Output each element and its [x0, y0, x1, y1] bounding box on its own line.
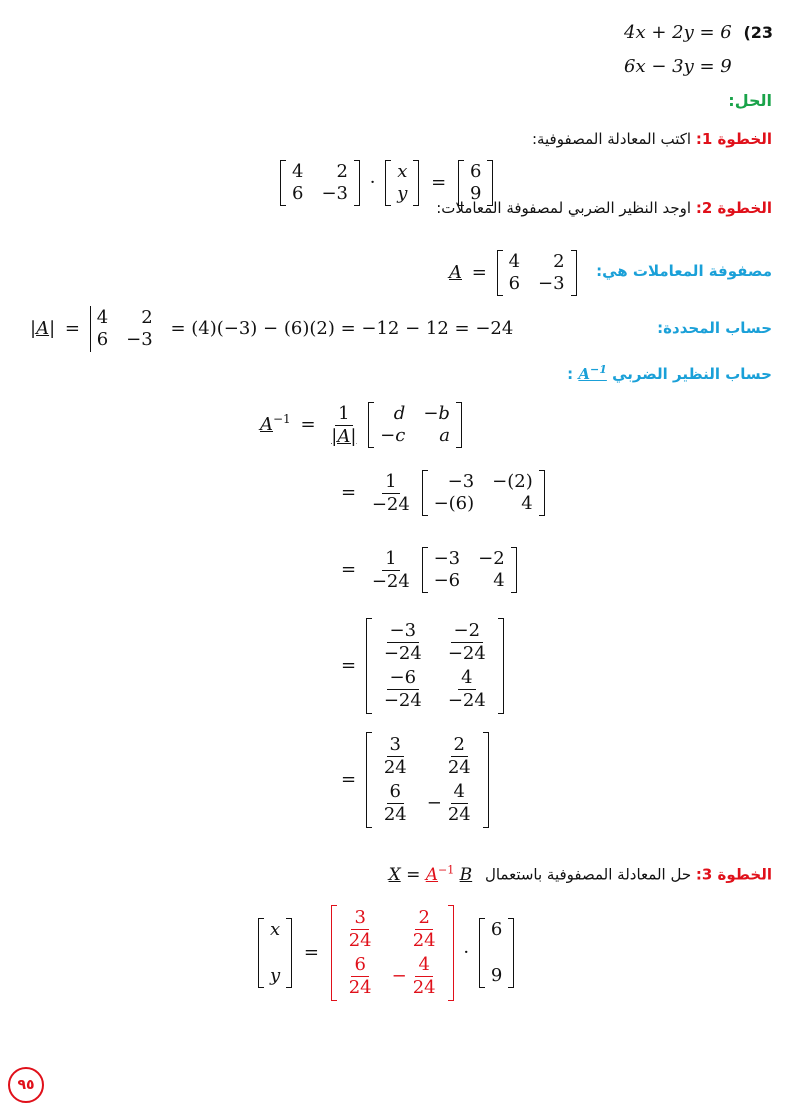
final-variable-vector: x y [258, 918, 292, 988]
solution-label: الحل: [728, 91, 772, 110]
inverse-step-4: = $\frac{-3}{-24}$ $\frac{-2}{-24}$ $\frac{-6}{-24}$ $\frac{4}{-24}$ [341, 618, 504, 714]
inverse-label: حساب النظير الضربي $A^{-1}$ : [567, 363, 772, 383]
step3-text: حل المعادلة المصفوفية باستعمال [484, 865, 692, 884]
step2-line [436, 199, 772, 217]
step3-label: الخطوة 3: [695, 865, 772, 884]
equation-1: 4x + 2y = 6 (23 [624, 22, 774, 43]
coef-matrix-display: 4 2 6 −3 [497, 250, 577, 296]
step2-label: الخطوة 2: [695, 199, 772, 217]
step1-line [532, 130, 772, 148]
problem-number: (23 [743, 23, 774, 42]
step1-text: اكتب المعادلة المصفوفية: [531, 130, 692, 148]
determinant-matrix: 4 2 6 −3 [90, 306, 159, 352]
inverse-step-5: = $\frac{3}{24}$ $\frac{2}{24}$ $\frac{6}{24}$ − $\frac{4}{24}$ [341, 732, 489, 828]
determinant-expr: = (4)(−3) − (6)(2) = −12 − 12 = −24 [170, 318, 514, 339]
equation-2: 6x − 3y = 9 [624, 56, 732, 77]
step1-label: الخطوة 1: [695, 130, 772, 148]
constant-vector: 6 9 [458, 160, 493, 206]
determinant-label: حساب المحددة: [657, 319, 772, 337]
step2-text: اوجد النظير الضربي لمصفوفة المعاملات: [436, 199, 692, 217]
inverse-formula: $A^{-1}$ = $\frac{1}{|A|}$ d −b −c a [260, 402, 462, 448]
matrix-equation: 4 2 6 −3 · x y = 6 9 [280, 160, 493, 206]
final-inverse-matrix: $\frac{3}{24}$ $\frac{2}{24}$ $\frac{6}{24}$ − $\frac{4}{24}$ [331, 905, 454, 1001]
coef-matrix-line: A = 4 2 6 −3 [449, 250, 577, 296]
determinant-line: |A| = 4 2 6 −3 = (4)(−3) − (6)(2) = −12 − 12 = −24 [30, 307, 514, 350]
inverse-step-2: = $\frac{1}{-24}$ −3 −(2) −(6) 4 [341, 470, 545, 516]
coef-matrix: 4 2 6 −3 [280, 160, 360, 206]
final-constant-vector: 6 9 [479, 918, 514, 988]
page-number-badge: ٩٥ [8, 1067, 44, 1103]
variable-vector: x y [385, 160, 419, 206]
adjugate-template: d −b −c a [368, 402, 462, 448]
coef-label: مصفوفة المعاملات هي: [596, 262, 772, 280]
final-equation: x y = $\frac{3}{24}$ $\frac{2}{24}$ $\frac{6}{24}$ − $\frac{4}{24}$ · 6 9 [258, 905, 514, 1001]
step3-line [389, 863, 772, 885]
step3-formula: $X = A^{-1}$ B [388, 863, 473, 885]
inverse-step-3: = $\frac{1}{-24}$ −3 −2 −6 4 [341, 547, 517, 593]
